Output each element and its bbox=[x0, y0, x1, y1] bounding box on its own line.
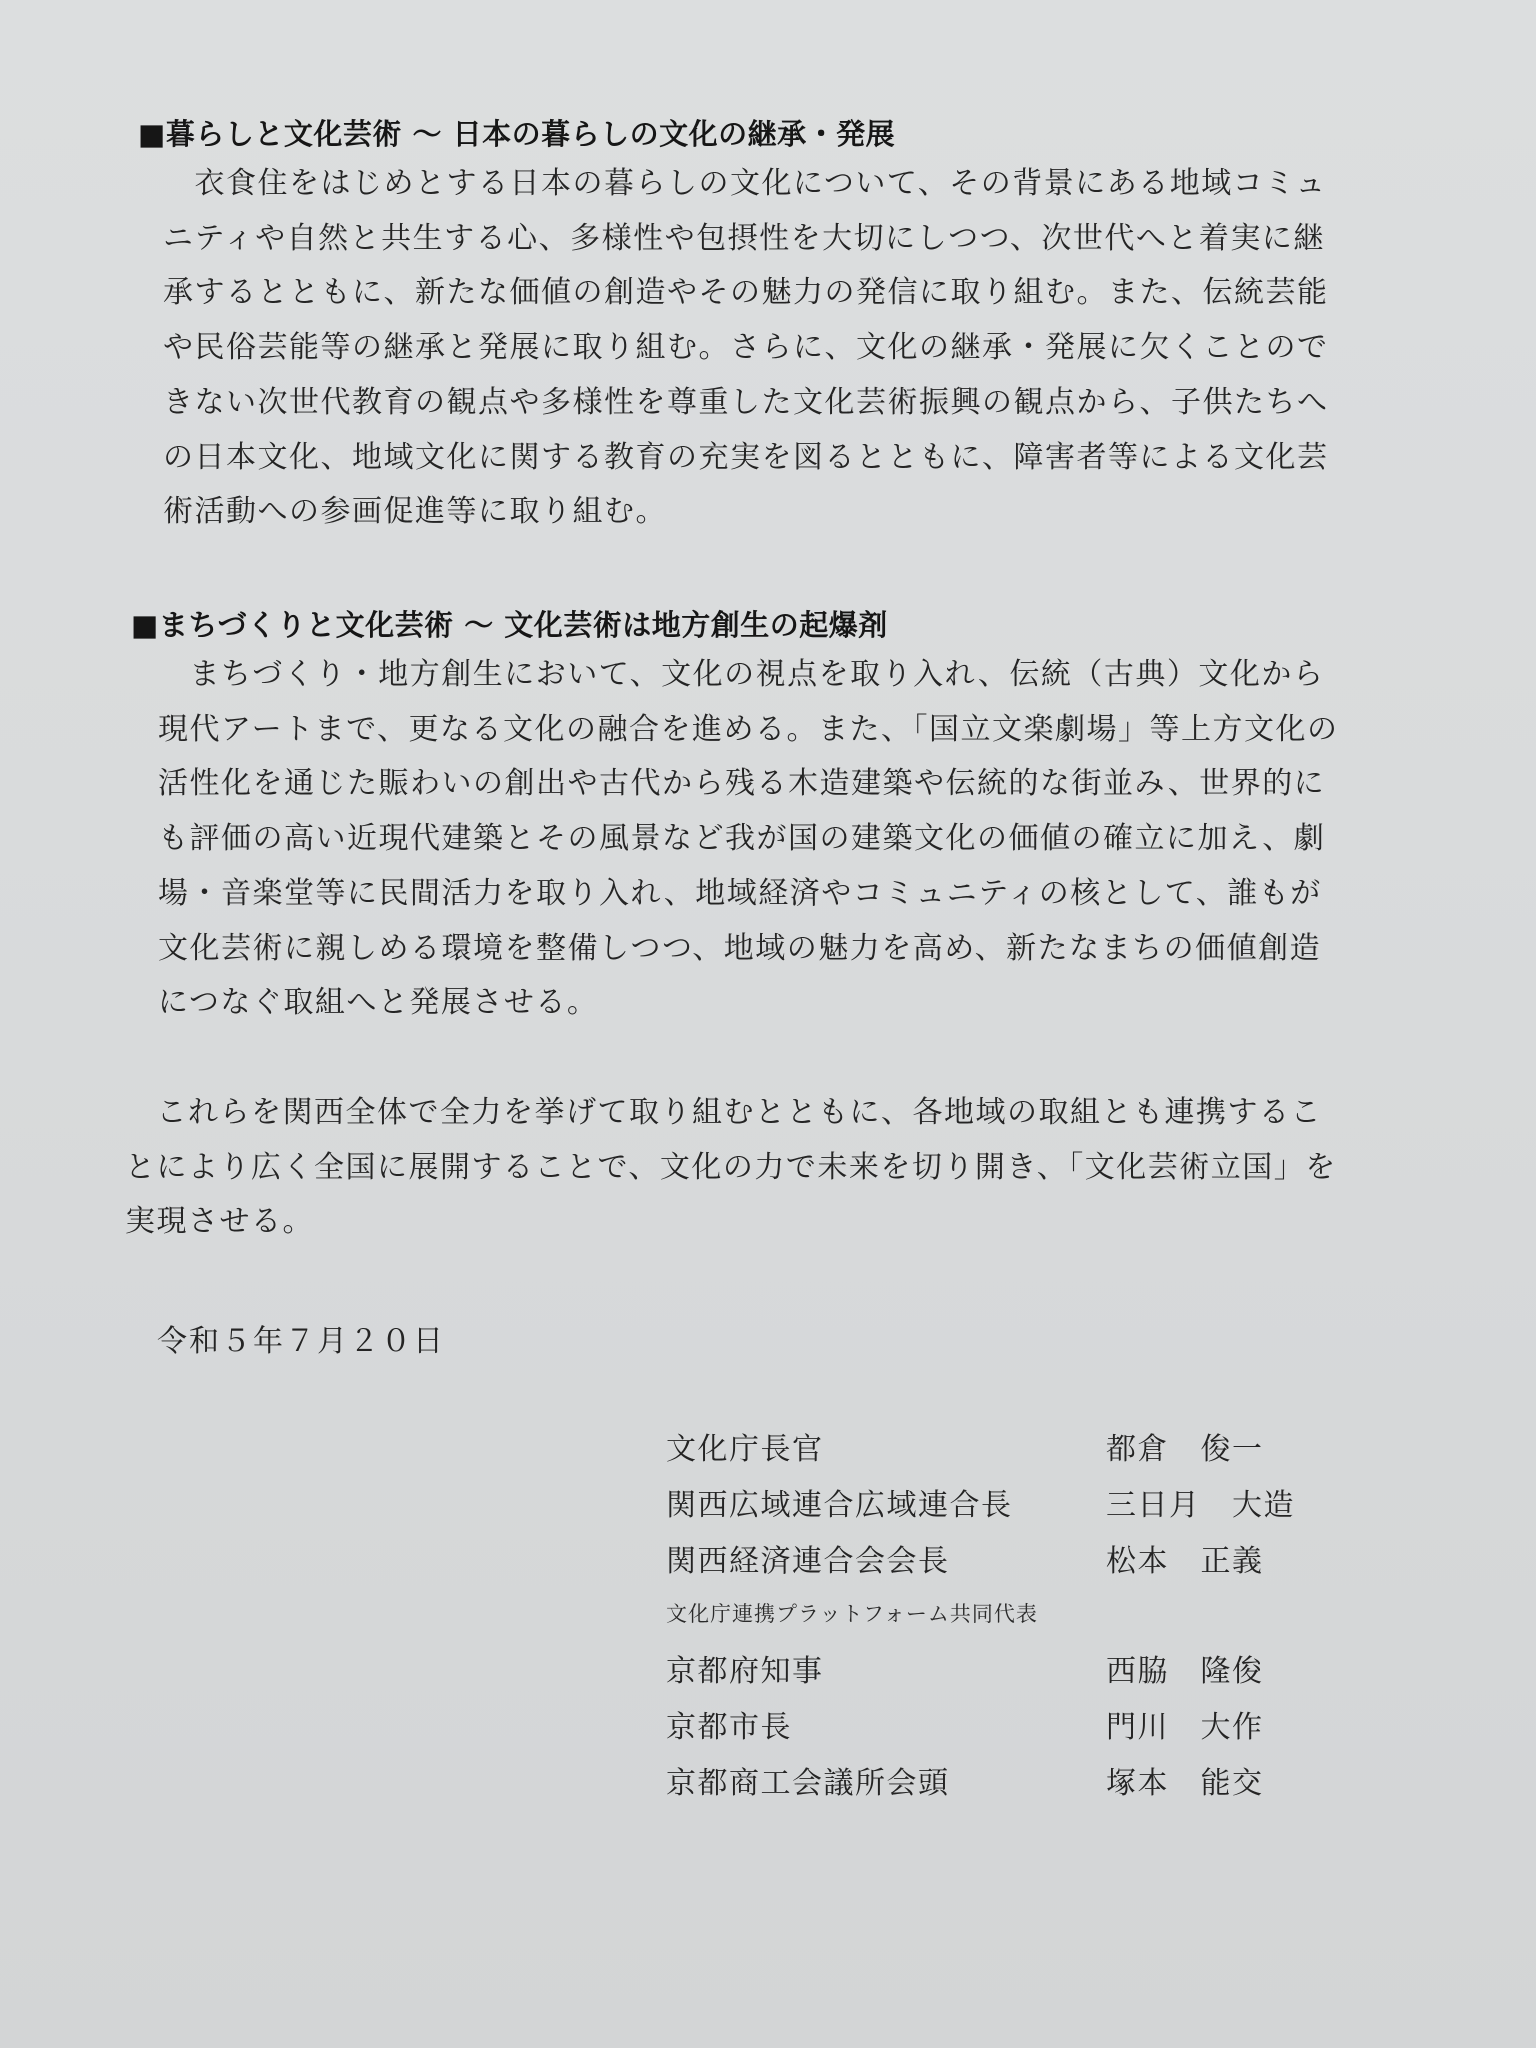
signatory-name: 門川 大作 bbox=[1106, 1710, 1264, 1745]
paragraph-line: 文化芸術に親しめる環境を整備しつつ、地域の魅力を高め、新たなまちの価値創造 bbox=[158, 930, 1322, 966]
section-heading-town-development: ■まちづくりと文化芸術 〜 文化芸術は地方創生の起爆剤 bbox=[131, 608, 888, 642]
closing-paragraph bbox=[125, 1086, 1425, 1250]
platform-representative-note: 文化庁連携プラットフォーム共同代表 bbox=[666, 1602, 1038, 1626]
signatory-name: 都倉 俊一 bbox=[1106, 1432, 1264, 1467]
signatory-name: 松本 正義 bbox=[1106, 1544, 1264, 1579]
signatory-name: 西脇 隆俊 bbox=[1106, 1654, 1264, 1689]
signatory-name: 塚本 能交 bbox=[1106, 1766, 1264, 1801]
signatory-row bbox=[666, 1646, 1366, 1702]
document-date: 令和５年７月２０日 bbox=[157, 1324, 445, 1359]
paragraph-line: 実現させる。 bbox=[125, 1204, 314, 1240]
signatory-title: 京都商工会議所会頭 bbox=[666, 1766, 950, 1801]
section-heading-lifestyle: ■暮らしと文化芸術 〜 日本の暮らしの文化の継承・発展 bbox=[138, 117, 896, 151]
paragraph-line: や民俗芸能等の継承と発展に取り組む。さらに、文化の継承・発展に欠くことので bbox=[163, 330, 1329, 366]
paragraph-line: 現代アートまで、更なる文化の融合を進める。また、「国立文楽劇場」等上方文化の bbox=[158, 711, 1339, 747]
signatory-title: 関西広域連合広域連合長 bbox=[666, 1488, 1013, 1523]
paragraph-line: につなぐ取組へと発展させる。 bbox=[158, 985, 599, 1021]
paragraph-line: の日本文化、地域文化に関する教育の充実を図るとともに、障害者等による文化芸 bbox=[163, 439, 1329, 475]
signatory-title: 京都市長 bbox=[666, 1710, 792, 1745]
paragraph-line: とにより広く全国に展開することで、文化の力で未来を切り開き、「文化芸術立国」を bbox=[125, 1149, 1337, 1185]
paragraph-line: まちづくり・地方創生において、文化の視点を取り入れ、伝統（古典）文化から bbox=[158, 657, 1325, 692]
paragraph-line: きない次世代教育の観点や多様性を尊重した文化芸術振興の観点から、子供たちへ bbox=[163, 384, 1329, 420]
signatory-row bbox=[666, 1480, 1366, 1536]
section-body-town-development bbox=[158, 648, 1408, 1031]
paragraph-line: ニティや自然と共生する心、多様性や包摂性を大切にしつつ、次世代へと着実に継 bbox=[163, 220, 1325, 256]
signatory-name: 三日月 大造 bbox=[1106, 1488, 1295, 1523]
signatory-title: 文化庁長官 bbox=[666, 1432, 824, 1467]
paragraph-line: 術活動への参画促進等に取り組む。 bbox=[163, 494, 667, 530]
signatory-row bbox=[666, 1702, 1366, 1758]
paragraph-line: 場・音楽堂等に民間活力を取り入れ、地域経済やコミュニティの核として、誰もが bbox=[158, 875, 1322, 911]
signatory-row bbox=[666, 1424, 1366, 1480]
signatory-title: 京都府知事 bbox=[666, 1654, 824, 1689]
paragraph-line: 承するとともに、新たな価値の創造やその魅力の発信に取り組む。また、伝統芸能 bbox=[163, 275, 1329, 311]
paragraph-line: 活性化を通じた賑わいの創出や古代から残る木造建築や伝統的な街並み、世界的に bbox=[158, 766, 1326, 802]
paragraph-line: も評価の高い近現代建築とその風景など我が国の建築文化の価値の確立に加え、劇 bbox=[158, 821, 1326, 857]
paragraph-line: これらを関西全体で全力を挙げて取り組むとともに、各地域の取組とも連携するこ bbox=[125, 1095, 1322, 1130]
paragraph-line: 衣食住をはじめとする日本の暮らしの文化について、その背景にある地域コミュ bbox=[163, 166, 1327, 201]
signatory-title: 関西経済連合会会長 bbox=[666, 1544, 950, 1579]
signatory-row bbox=[666, 1758, 1366, 1814]
section-body-lifestyle bbox=[163, 157, 1413, 540]
signatory-row bbox=[666, 1536, 1366, 1592]
